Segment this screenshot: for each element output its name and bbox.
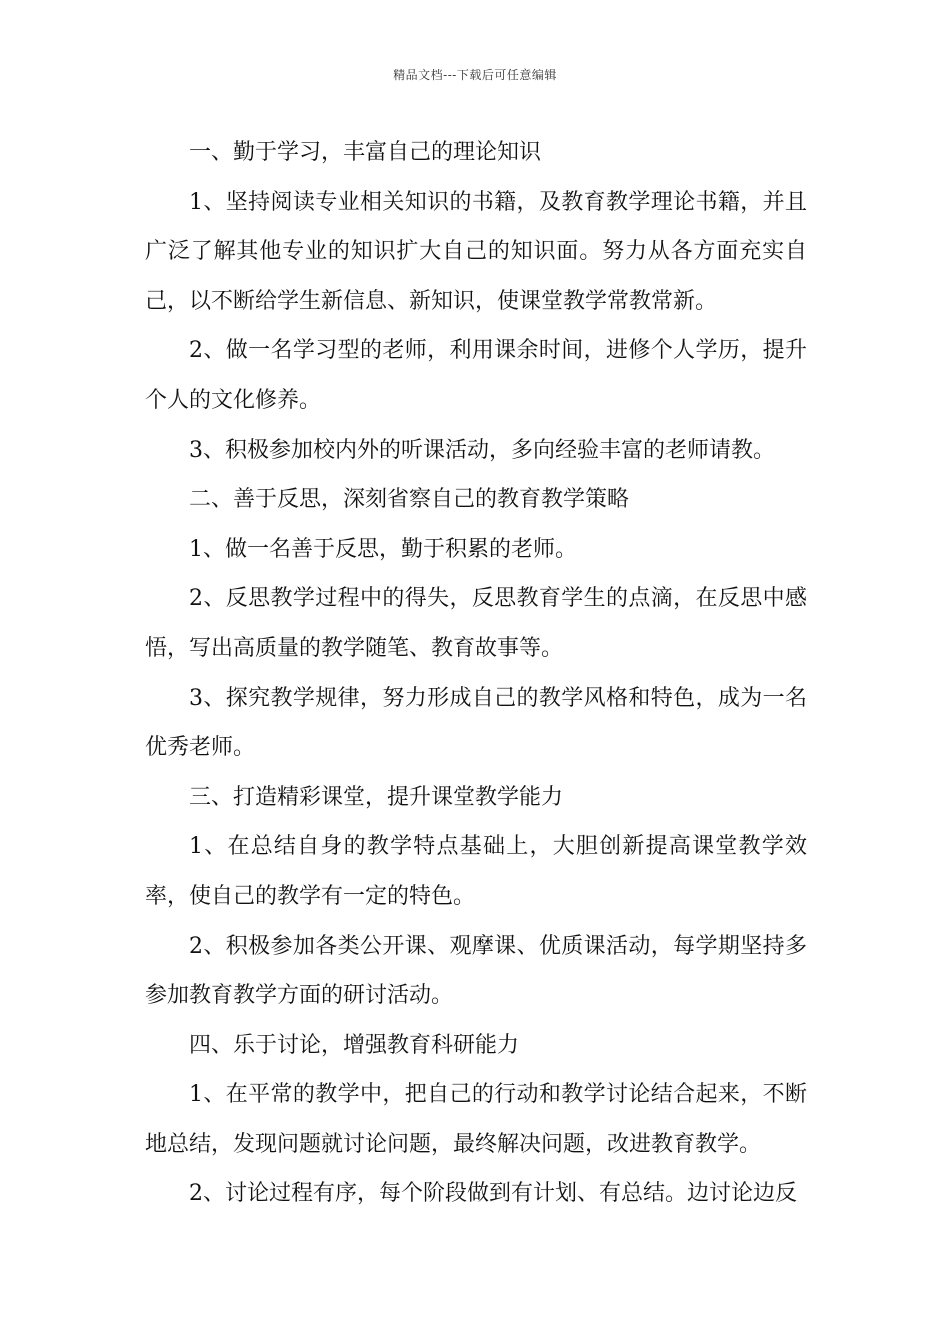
paragraph: 2、积极参加各类公开课、观摩课、优质课活动，每学期坚持多参加教育教学方面的研讨活动。 bbox=[145, 933, 807, 1009]
section-heading-2: 二、善于反思，深刻省察自己的教育教学策略 bbox=[189, 487, 630, 513]
paragraph: 1、做一名善于反思，勤于积累的老师。 bbox=[189, 536, 577, 562]
paragraph: 1、坚持阅读专业相关知识的书籍，及教育教学理论书籍，并且广泛了解其他专业的知识扩大自己的知识面。努力从各方面充实自己，以不断给学生新信息、新知识，使课堂教学常教常新。 bbox=[145, 189, 807, 314]
page-header: 精品文档---下载后可任意编辑 bbox=[393, 68, 557, 82]
section-heading-1: 一、勤于学习，丰富自己的理论知识 bbox=[189, 140, 542, 165]
paragraph: 1、在平常的教学中，把自己的行动和教学讨论结合起来，不断地总结，发现问题就讨论问题，最终解决问题，改进教育教学。 bbox=[145, 1082, 807, 1157]
section-heading-4: 四、乐于讨论，增强教育科研能力 bbox=[189, 1032, 520, 1058]
section-heading-3: 三、打造精彩课堂，提升课堂教学能力 bbox=[189, 784, 564, 810]
paragraph: 1、在总结自身的教学特点基础上，大胆创新提高课堂教学效率，使自己的教学有一定的特色。 bbox=[145, 834, 807, 909]
paragraph: 2、做一名学习型的老师，利用课余时间，进修个人学历，提升个人的文化修养。 bbox=[145, 338, 807, 413]
paragraph: 2、讨论过程有序，每个阶段做到有计划、有总结。边讨论边反 bbox=[189, 1181, 797, 1207]
paragraph: 2、反思教学过程中的得失，反思教育学生的点滴，在反思中感悟，写出高质量的教学随笔、教育故事等。 bbox=[145, 586, 807, 661]
paragraph: 3、探究教学规律，努力形成自己的教学风格和特色，成为一名优秀老师。 bbox=[145, 685, 807, 761]
document-body bbox=[145, 128, 807, 1219]
paragraph: 3、积极参加校内外的听课活动，多向经验丰富的老师请教。 bbox=[189, 437, 775, 463]
